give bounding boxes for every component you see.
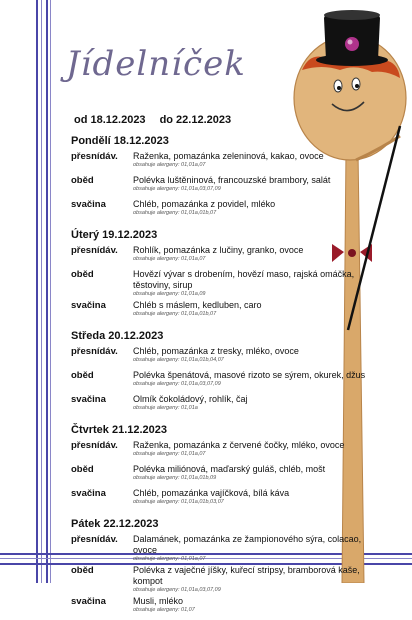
meal-allergens: obsahuje alergeny: 01,01a,01b,04,07 xyxy=(133,357,224,363)
meal-text: Olmík čokoládový, rohlík, čaj xyxy=(133,394,248,404)
meal-label: přesnídáv. xyxy=(71,534,118,545)
frame-line-left-4 xyxy=(50,0,51,583)
meal-allergens: obsahuje alergeny: 01,01a,03,07,09 xyxy=(133,587,221,593)
menu-content xyxy=(71,135,371,620)
page-title: Jídelníček xyxy=(66,44,246,84)
meal-allergens: obsahuje alergeny: 01,01a,07 xyxy=(133,451,206,457)
meal-text: Chléb, pomazánka vajíčková, bílá káva xyxy=(133,488,290,498)
meal-row xyxy=(71,175,371,197)
meal-text: Chléb s máslem, kedluben, caro xyxy=(133,300,262,310)
frame-line-left-1 xyxy=(36,0,38,583)
meal-label: oběd xyxy=(71,565,94,576)
meal-label: přesnídáv. xyxy=(71,346,118,357)
meal-allergens: obsahuje alergeny: 01,01a,07 xyxy=(133,556,206,562)
date-from: od 18.12.2023 xyxy=(74,114,146,126)
meal-row xyxy=(71,464,371,486)
date-to: do 22.12.2023 xyxy=(159,114,232,126)
meal-text: Polévka špenátová, masové rizoto se sýrem, okurek, džus xyxy=(133,370,366,380)
day-heading: Pondělí 18.12.2023 xyxy=(71,135,169,147)
meal-label: svačina xyxy=(71,488,106,499)
meal-row xyxy=(71,370,371,392)
day-heading: Úterý 19.12.2023 xyxy=(71,229,158,241)
meal-row xyxy=(71,151,371,173)
meal-allergens: obsahuje alergeny: 01,01a,03,07,09 xyxy=(133,381,221,387)
meal-label: oběd xyxy=(71,269,94,280)
meal-allergens: obsahuje alergeny: 01,01a xyxy=(133,405,198,411)
meal-text: Hovězí vývar s drobením, hovězí maso, rajská omáčka, těstoviny, sirup xyxy=(133,269,355,290)
meal-label: svačina xyxy=(71,199,106,210)
day-heading: Středa 20.12.2023 xyxy=(71,330,164,342)
meal-row xyxy=(71,199,371,221)
meal-allergens: obsahuje alergeny: 01,01a,01b,07 xyxy=(133,210,217,216)
meal-text: Musli, mléko xyxy=(133,596,184,606)
meal-allergens: obsahuje alergeny: 01,01a,09 xyxy=(133,291,206,297)
meal-label: svačina xyxy=(71,394,106,405)
meal-row xyxy=(71,245,371,267)
meal-row xyxy=(71,269,371,298)
meal-label: oběd xyxy=(71,464,94,475)
meal-text: Polévka luštěninová, francouzské brambory, salát xyxy=(133,175,331,185)
meal-text: Raženka, pomazánka z červené čočky, mléko, ovoce xyxy=(133,440,345,450)
meal-row xyxy=(71,346,371,368)
meal-allergens: obsahuje alergeny: 01,01a,01b,03,07 xyxy=(133,499,224,505)
meal-row xyxy=(71,565,371,594)
meal-text: Rohlík, pomazánka z lučiny, granko, ovoce xyxy=(133,245,304,255)
meal-allergens: obsahuje alergeny: 01,01a,01b,09 xyxy=(133,475,217,481)
meal-label: oběd xyxy=(71,370,94,381)
meal-row xyxy=(71,534,371,563)
meal-row xyxy=(71,488,371,510)
meal-row xyxy=(71,394,371,416)
meal-text: Raženka, pomazánka zeleninová, kakao, ovoce xyxy=(133,151,324,161)
frame-line-left-2 xyxy=(41,0,42,583)
meal-label: přesnídáv. xyxy=(71,440,118,451)
meal-allergens: obsahuje alergeny: 01,01a,07 xyxy=(133,256,206,262)
meal-text: Polévka z vaječné jíšky, kuřecí stripsy, bramborová kaše, kompot xyxy=(133,565,360,586)
meal-row xyxy=(71,596,371,618)
meal-label: přesnídáv. xyxy=(71,151,118,162)
meal-text: Dalamánek, pomazánka ze žampionového sýra, colacao, ovoce xyxy=(133,534,362,555)
meal-allergens: obsahuje alergeny: 01,01a,01b,07 xyxy=(133,311,217,317)
day-heading: Čtvrtek 21.12.2023 xyxy=(71,424,168,436)
meal-text: Chléb, pomazánka z tresky, mléko, ovoce xyxy=(133,346,299,356)
meal-text: Chléb, pomazánka z povidel, mléko xyxy=(133,199,276,209)
meal-label: svačina xyxy=(71,300,106,311)
meal-label: přesnídáv. xyxy=(71,245,118,256)
meal-allergens: obsahuje alergeny: 01,01a,07 xyxy=(133,162,206,168)
date-range xyxy=(74,114,231,126)
meal-text: Polévka miliónová, maďarský guláš, chléb, mošt xyxy=(133,464,326,474)
meal-allergens: obsahuje alergeny: 01,01a,03,07,09 xyxy=(133,186,221,192)
meal-allergens: obsahuje alergeny: 01,07 xyxy=(133,607,195,613)
frame-line-left-3 xyxy=(46,0,48,583)
day-heading: Pátek 22.12.2023 xyxy=(71,518,159,530)
meal-label: svačina xyxy=(71,596,106,607)
meal-label: oběd xyxy=(71,175,94,186)
meal-row xyxy=(71,300,371,322)
meal-row xyxy=(71,440,371,462)
